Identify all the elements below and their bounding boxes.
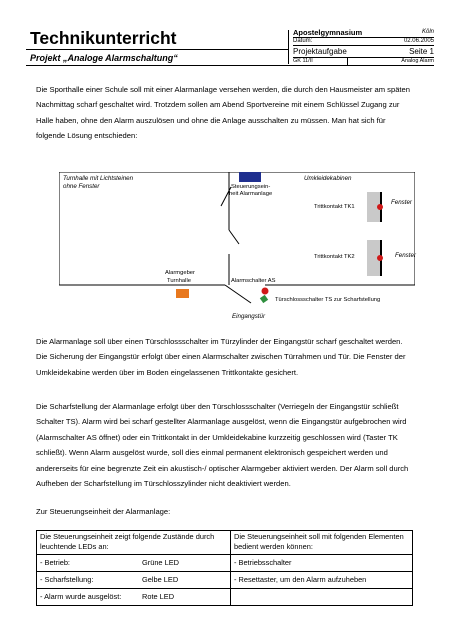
entrance-label: Eingangstür [232,313,266,320]
led-state-label: - Alarm wurde ausgelöst: [40,592,122,601]
hall-label-2: ohne Fenster [63,183,100,190]
school-name: Apostelgymnasium [293,28,363,37]
led-state-label: - Betrieb: [40,558,70,567]
control-element: - Betriebsschalter [231,555,413,572]
project-subtitle: Projekt „Analoge Alarmschaltung“ [30,53,178,63]
table-row [37,555,413,572]
tuerschlossschalter-label: Türschlossschalter TS zur Scharfstellung [275,297,381,303]
document-header [26,28,434,66]
alarmschalter-label: Alarmschalter AS [231,278,276,284]
tk1-label: Trittkontakt TK1 [314,204,355,210]
table-row [37,589,413,606]
led-color: Rote LED [142,592,175,601]
page-number: Seite 1 [409,47,434,56]
control-unit-table [36,530,413,606]
floor-plan-diagram [59,172,415,326]
control-element: - Resettaster, um den Alarm aufzuheben [231,572,413,589]
header-bottom-rule [26,65,434,66]
intro-paragraph: Die Sporthalle einer Schule soll mit einer Alarmanlage versehen werden, die durch den Hausmeister am späten Nachmittag scharf geschaltet wird. Trotzdem sollen am Abend Sportvereine mit einem Schlüssel Zugang zur Halle haben, ohne den Alarm auszulösen und ohne die Anlage ausschalten zu müssen. Man hat sich für folgende Lösung entschieden: [36,85,410,141]
led-color: Grüne LED [142,558,179,567]
document-title: Technikunterricht [30,28,177,48]
table-row [37,572,413,589]
header-info-box [293,28,434,65]
control-unit-label-1: Steuerungsein- [231,184,271,190]
document-type: Projektaufgabe [293,47,347,56]
cabins-label: Umkleidekabinen [304,175,352,182]
alarm-giver-label-2: Turnhalle [167,278,191,284]
led-color: Gelbe LED [142,575,179,584]
date-label: Datum: [293,38,313,44]
tk2-label: Trittkontakt TK2 [314,254,355,260]
led-state-label: - Scharfstellung: [40,575,94,584]
alarm-giver-label-1: Alarmgeber [165,270,195,276]
course-class: GK 11/II [293,58,313,64]
tuerschlossschalter-ts [260,295,268,303]
header-divider [26,49,289,50]
hall-label-1: Turnhalle mit Lichtsteinen [63,175,134,182]
trittkontakt-tk1 [377,204,383,210]
led-row [37,572,231,589]
window-1-label: Fenster [391,199,412,206]
header-separator [347,58,348,65]
paragraph-arming: Die Scharfstellung der Alarmanlage erfolgt über den Türschlossschalter (Verriegeln der Eingangstür schließt Schalter TS). Alarm wird bei scharf gestellter Alarmanlage ausgelöst, wenn die Eingangstür aufgebrochen wird (Alarmschalter AS öffnet) oder ein Trittkontakt in der Umkleidekabine kurzzeitig geschlossen wird (Taster TK schließt). Wenn Alarm ausgelöst wurde, soll dies einmal permanent elektronisch gespeichert werden und andererseits für eine begrenzte Zeit ein akustisch-/ optischer Alarmgeber aktiviert werden. Der Alarm soll durch Aufheben der Scharfstellung im Türschlosszylinder nicht deaktiviert werden. [36,402,409,489]
table-head-leds: Die Steuerungseinheit zeigt folgende Zustände durch leuchtende LEDs an: [37,531,231,555]
control-unit-box [239,172,261,182]
header-rule [293,45,434,46]
window-2-label: Fenster [395,252,416,259]
led-row [37,555,231,572]
control-unit-label-2: heit Alarmanlage [229,191,273,197]
school-city: Köln [421,29,434,35]
alarm-giver-box [176,289,189,298]
paragraph-control-intro: Zur Steuerungseinheit der Alarmanlage: [36,507,171,516]
cabin-door [229,230,239,244]
date-value: 02.06.2005 [403,38,434,44]
entrance-door [225,285,251,303]
led-row [37,589,231,606]
paragraph-security: Die Alarmanlage soll über einen Türschlossschalter im Türzylinder der Eingangstür scharf geschaltet werden. Die Sicherung der Eingangstür erfolgt über einen Alarmschalter zwischen Türrahmen und Tür. Die Fenster der Umkleidekabine werden über im Boden eingelassenen Trittkontakte gesichert. [36,337,406,377]
table-head-controls: Die Steuerungseinheit soll mit folgenden Elementen bedient werden können: [231,531,413,555]
course-topic: Analog Alarm [401,58,434,64]
control-element [231,589,413,606]
alarmschalter-as [262,288,269,295]
table-header-row [37,531,413,555]
trittkontakt-tk2 [377,255,383,261]
